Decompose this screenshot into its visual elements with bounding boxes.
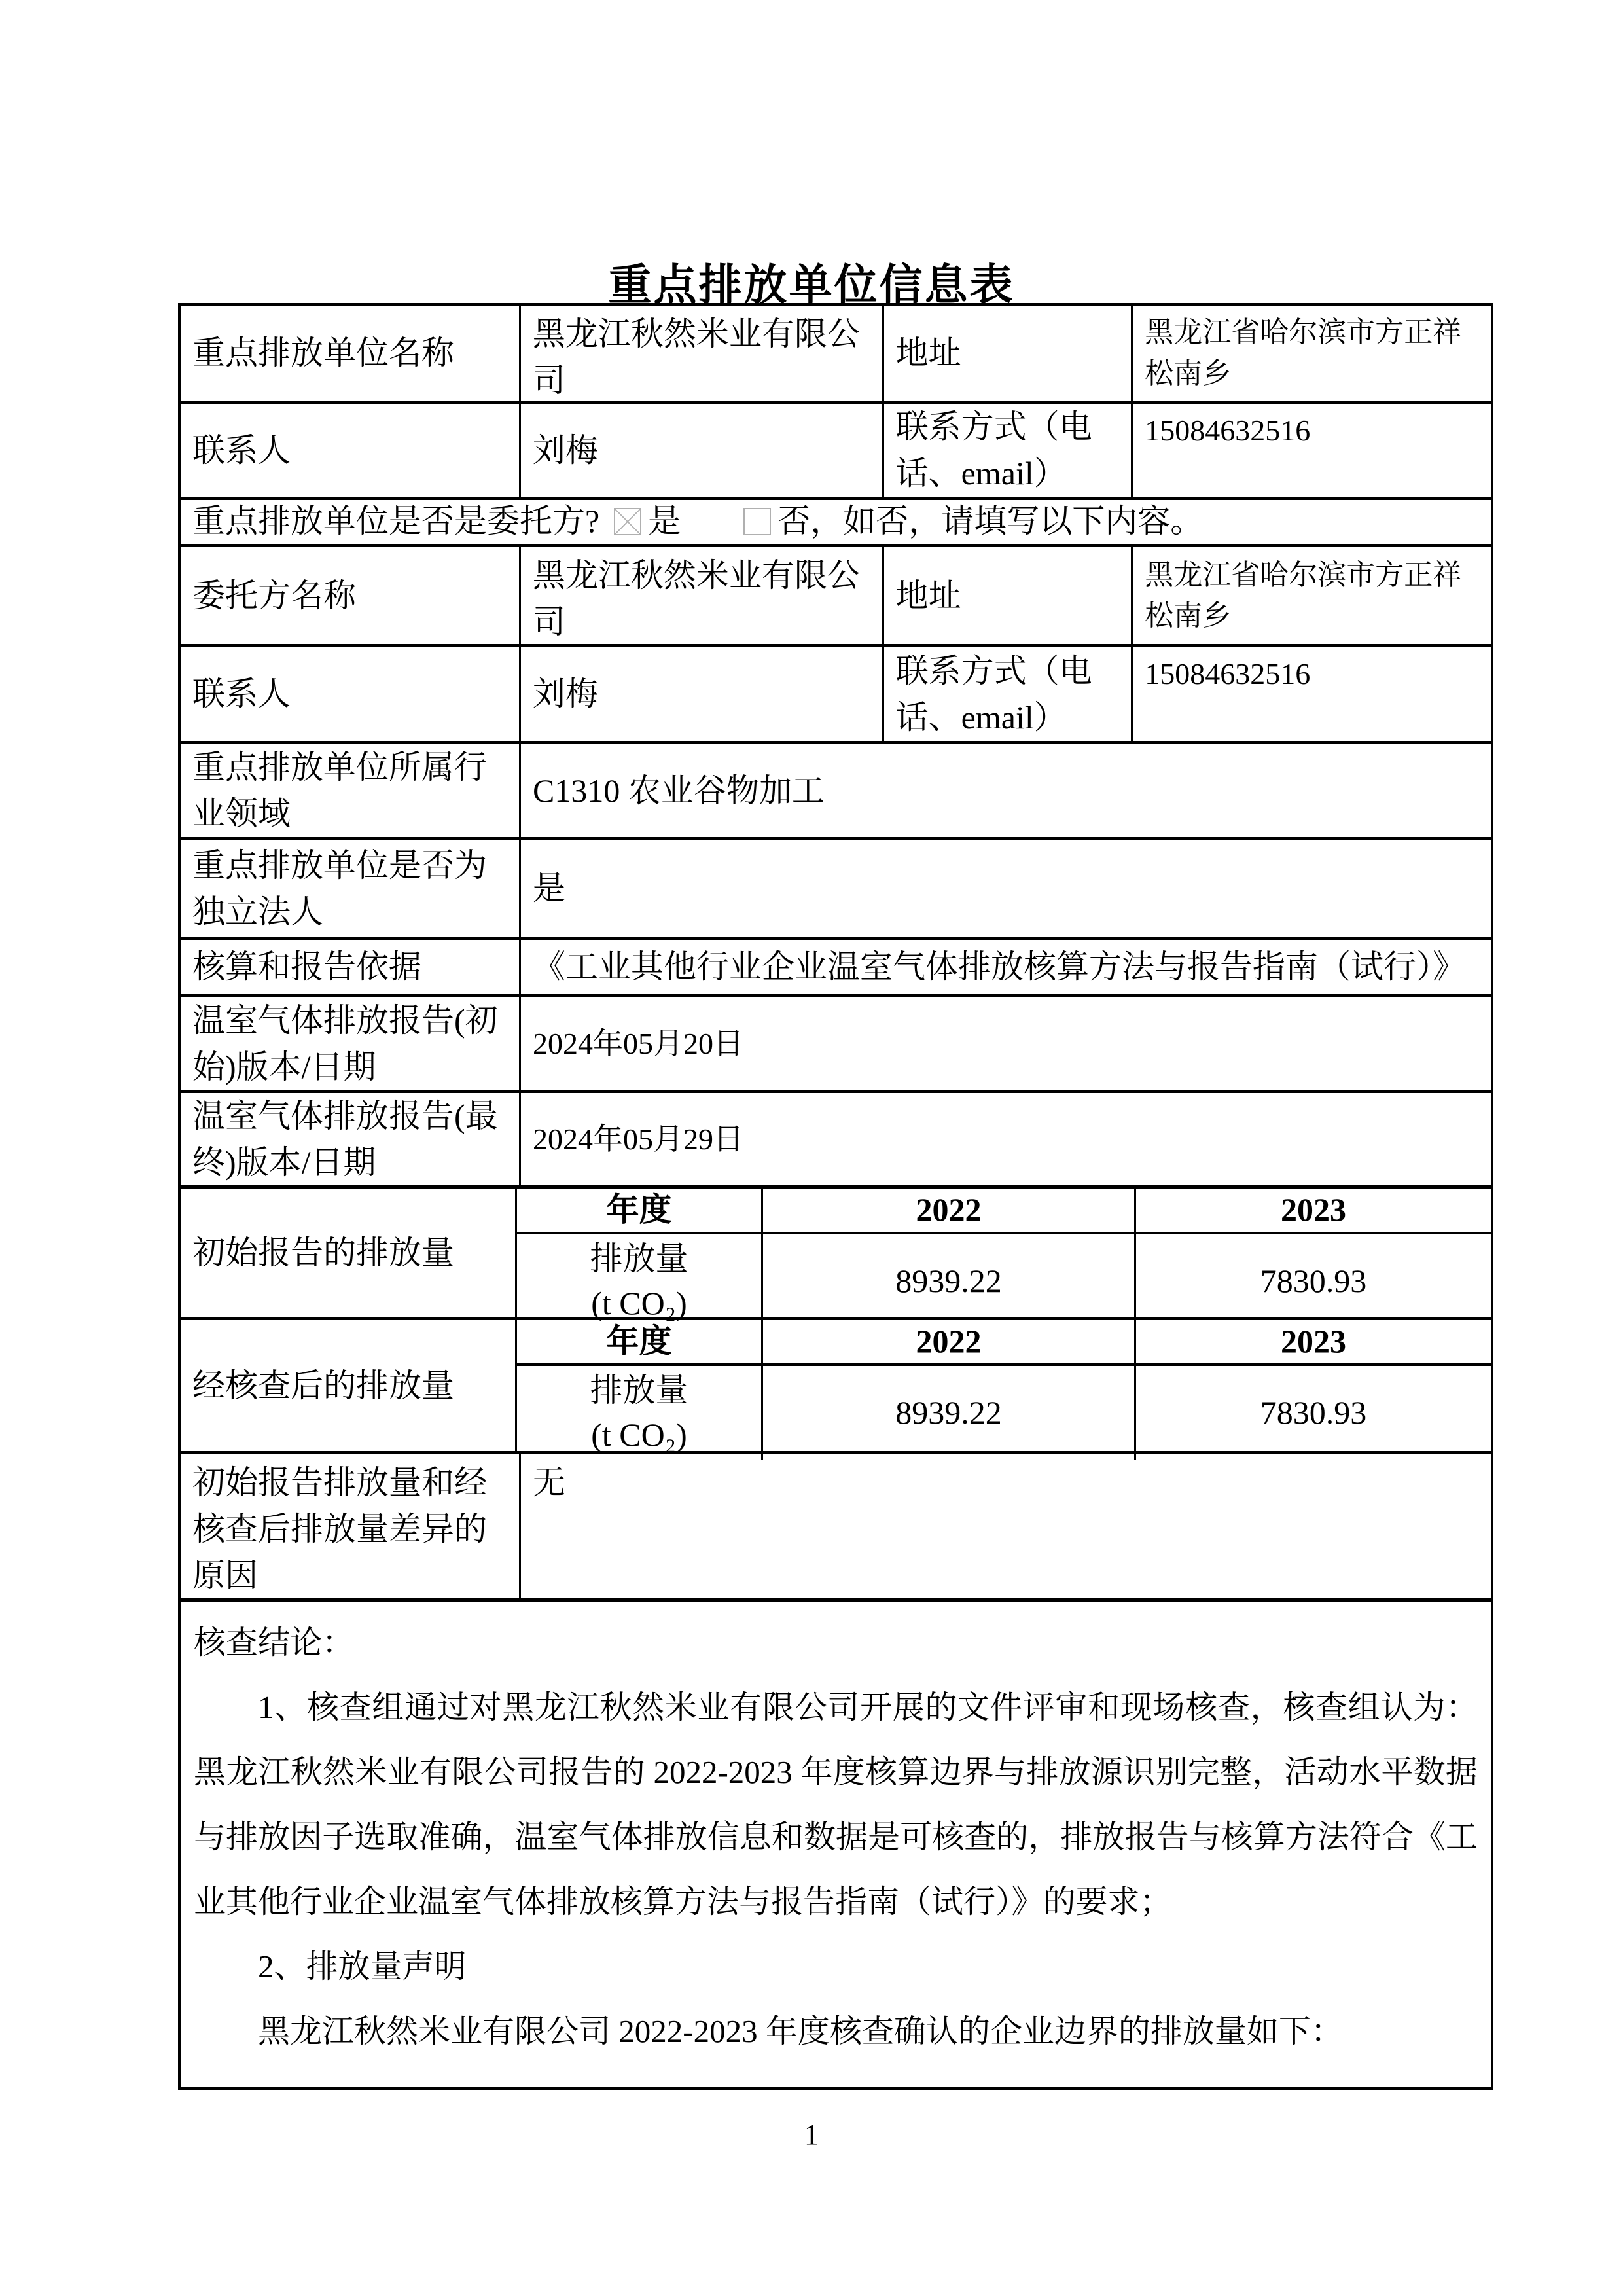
unit-contact-method-label: 联系方式（电话、email） <box>884 404 1133 497</box>
conclusion-paragraph-1: 1、核查组通过对黑龙江秋然米业有限公司开展的文件评审和现场核查，核查组认为：黑龙江秋然米业有限公司报告的 2022-2023 年度核算边界与排放源识别完整，活动水平数据与排放因子选取准确，温室气体排放信息和数据是可核查的，排放报告与核算方法符合《工业其他行业企业温室气体排放核算方法与报告指南（试行）》的要求； <box>194 1689 1478 1920</box>
year-2023-header: 2023 <box>1281 1191 1346 1229</box>
year-header-label: 年度 <box>517 1189 763 1232</box>
client-address-value: 黑龙江省哈尔滨市方正祥松南乡 <box>1145 558 1462 632</box>
table-row <box>181 940 1491 997</box>
table-row <box>181 306 1491 404</box>
table-row-delegate-question <box>181 500 1491 547</box>
unit-address-label: 地址 <box>884 306 1133 401</box>
year-header-label: 年度 <box>517 1320 763 1363</box>
page-number: 1 <box>804 2119 819 2151</box>
client-phone-value: 15084632516 <box>1145 657 1311 691</box>
table-row-conclusion <box>181 1602 1491 2087</box>
table-row <box>181 840 1491 940</box>
year-header-row <box>517 1189 1491 1234</box>
unit-contact-label: 联系人 <box>181 404 521 497</box>
client-contact-label: 联系人 <box>181 647 521 741</box>
page-title: 重点排放单位信息表 <box>608 262 1015 310</box>
year-2022-header: 2022 <box>763 1320 1136 1363</box>
verified-emissions-subtable <box>517 1320 1491 1451</box>
year-2023-header: 2023 <box>1281 1323 1346 1360</box>
basis-value: 《工业其他行业企业温室气体排放核算方法与报告指南（试行）》 <box>533 948 1465 985</box>
initial-emissions-label: 初始报告的排放量 <box>181 1189 517 1317</box>
initial-emissions-subtable <box>517 1189 1491 1321</box>
emission-value-2022: 8939.22 <box>763 1366 1136 1460</box>
client-contact-method-label: 联系方式（电话、email） <box>884 647 1133 741</box>
emission-qty-label: 排放量 (t CO₂) <box>517 1366 763 1460</box>
table-row <box>181 404 1491 500</box>
table-row-verified-emissions <box>181 1320 1491 1454</box>
emission-value-2022: 8939.22 <box>763 1234 1136 1328</box>
delegate-question-text: 重点排放单位是否是委托方? <box>192 503 600 539</box>
legal-entity-label: 重点排放单位是否为独立法人 <box>181 840 521 937</box>
client-name-label: 委托方名称 <box>181 547 521 644</box>
conclusion-paragraph-3: 黑龙江秋然米业有限公司 2022-2023 年度核查确认的企业边界的排放量如下： <box>258 2013 1343 2049</box>
final-report-version-label: 温室气体排放报告(最终)版本/日期 <box>181 1093 521 1185</box>
table-row <box>181 744 1491 840</box>
delegate-no-label: 否，如否，请填写以下内容。 <box>777 503 1204 539</box>
year-2022-header: 2022 <box>763 1189 1136 1232</box>
delegate-yes-label: 是 <box>648 503 681 539</box>
unit-name-label: 重点排放单位名称 <box>181 306 521 401</box>
checkbox-yes-checked-icon[interactable] <box>614 508 641 535</box>
table-row <box>181 997 1491 1093</box>
conclusion-cell <box>181 1602 1491 2087</box>
emission-values-row <box>517 1366 1491 1460</box>
unit-phone-value: 15084632516 <box>1145 414 1311 447</box>
table-row <box>181 547 1491 647</box>
emission-value-2023: 7830.93 <box>1260 1393 1367 1431</box>
difference-reason-label: 初始报告排放量和经核查后排放量差异的原因 <box>181 1454 521 1598</box>
client-name-value: 黑龙江秋然米业有限公司 <box>521 547 884 644</box>
initial-report-version-label: 温室气体排放报告(初始)版本/日期 <box>181 997 521 1090</box>
industry-value: C1310 农业谷物加工 <box>533 772 825 809</box>
verified-emissions-label: 经核查后的排放量 <box>181 1320 517 1451</box>
difference-reason-value: 无 <box>533 1464 565 1501</box>
client-contact-value: 刘梅 <box>521 647 884 741</box>
unit-address-value: 黑龙江省哈尔滨市方正祥松南乡 <box>1145 316 1462 389</box>
delegate-question-cell <box>181 500 1491 544</box>
conclusion-heading: 核查结论： <box>194 1624 355 1660</box>
table-row-difference-reason <box>181 1454 1491 1602</box>
year-header-row <box>517 1320 1491 1366</box>
basis-label: 核算和报告依据 <box>181 940 521 994</box>
legal-entity-value: 是 <box>533 870 565 906</box>
unit-contact-value: 刘梅 <box>521 404 884 497</box>
info-table <box>178 303 1493 2090</box>
conclusion-paragraph-2: 2、排放量声明 <box>258 1948 467 1984</box>
table-row-initial-emissions <box>181 1189 1491 1320</box>
unit-name-value: 黑龙江秋然米业有限公司 <box>521 306 884 401</box>
industry-label: 重点排放单位所属行业领域 <box>181 744 521 837</box>
emission-values-row <box>517 1234 1491 1328</box>
table-row <box>181 1093 1491 1189</box>
emission-qty-label: 排放量 (t CO₂) <box>517 1234 763 1328</box>
initial-report-version-value: 2024年05月20日 <box>533 1026 743 1060</box>
client-address-label: 地址 <box>884 547 1133 644</box>
final-report-version-value: 2024年05月29日 <box>533 1122 743 1156</box>
emission-value-2023: 7830.93 <box>1260 1262 1367 1299</box>
checkbox-no-unchecked-icon[interactable] <box>743 508 771 535</box>
table-row <box>181 647 1491 744</box>
